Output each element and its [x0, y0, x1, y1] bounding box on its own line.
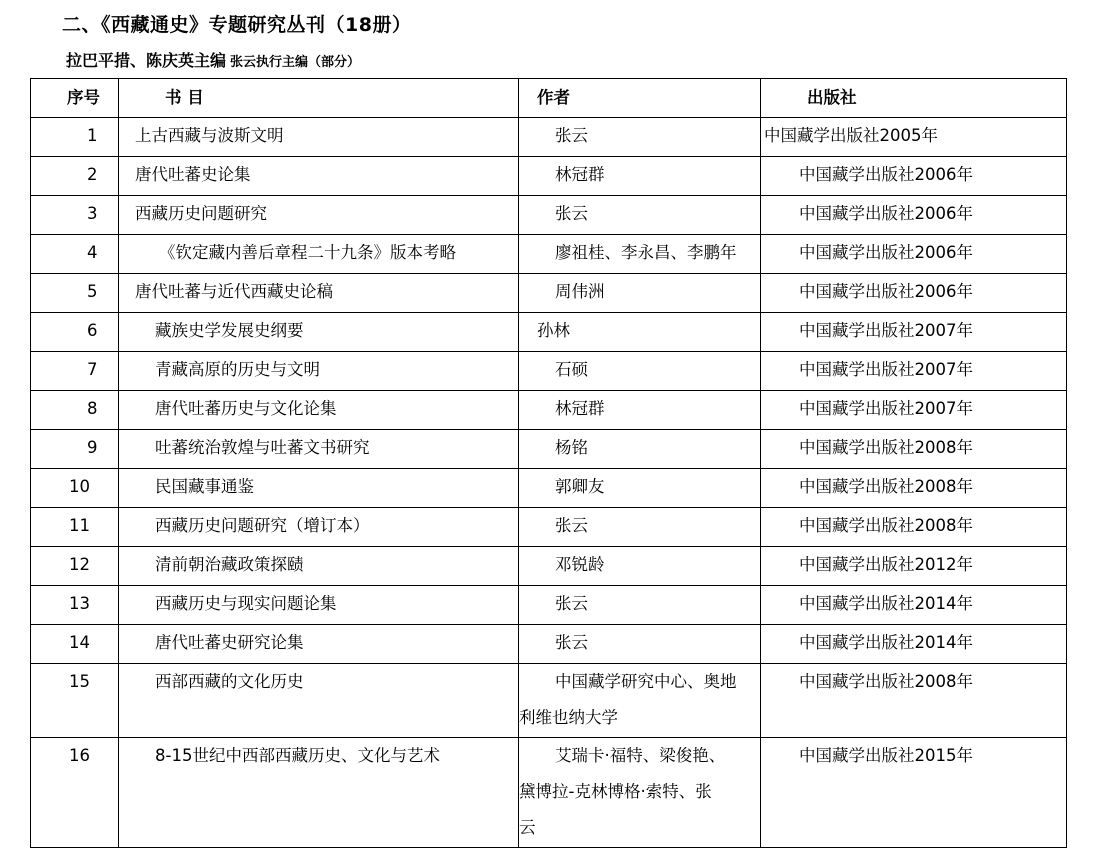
row-author: 杨铭 [519, 430, 761, 469]
row-publisher: 中国藏学出版社2007年 [761, 313, 1067, 352]
row-author: 张云 [519, 196, 761, 235]
row-no: 6 [31, 313, 119, 352]
row-title: 唐代吐蕃史论集 [119, 157, 519, 196]
author-line: 黛博拉-克林博格·索特、张 [519, 782, 712, 801]
author-line: 利维也纳大学 [519, 708, 618, 727]
row-title: 唐代吐蕃历史与文化论集 [119, 391, 519, 430]
row-no: 2 [31, 157, 119, 196]
table-row [31, 313, 1067, 352]
row-title: 西藏历史与现实问题论集 [119, 586, 519, 625]
row-author: 张云 [519, 118, 761, 157]
row-no: 4 [31, 235, 119, 274]
table-row [31, 547, 1067, 586]
table-row [31, 625, 1067, 664]
table-row [31, 508, 1067, 547]
section-title: 二、《西藏通史》专题研究丛刊（18册） [62, 14, 412, 36]
table-row [31, 391, 1067, 430]
row-no: 13 [31, 586, 119, 625]
row-no: 10 [31, 469, 119, 508]
table-row [31, 352, 1067, 391]
row-no: 16 [31, 738, 119, 848]
row-title: 民国藏事通鉴 [119, 469, 519, 508]
author-line: 云 [519, 818, 536, 837]
row-no: 12 [31, 547, 119, 586]
row-no: 7 [31, 352, 119, 391]
table-row [31, 469, 1067, 508]
row-publisher: 中国藏学出版社2006年 [761, 157, 1067, 196]
row-publisher: 中国藏学出版社2015年 [761, 738, 1067, 848]
row-title: 8-15世纪中西部西藏历史、文化与艺术 [119, 738, 519, 848]
row-publisher: 中国藏学出版社2007年 [761, 352, 1067, 391]
row-author: 林冠群 [519, 157, 761, 196]
author-line: 艾瑞卡·福特、梁俊艳、 [555, 746, 726, 765]
row-publisher: 中国藏学出版社2006年 [761, 196, 1067, 235]
row-no: 3 [31, 196, 119, 235]
row-publisher: 中国藏学出版社2008年 [761, 469, 1067, 508]
row-publisher: 中国藏学出版社2006年 [761, 235, 1067, 274]
header-author: 作者 [519, 79, 761, 118]
row-author: 石硕 [519, 352, 761, 391]
row-title: 西藏历史问题研究 [119, 196, 519, 235]
row-author: 周伟洲 [519, 274, 761, 313]
table-row [31, 738, 1067, 848]
row-author: 张云 [519, 508, 761, 547]
row-title: 藏族史学发展史纲要 [119, 313, 519, 352]
row-no: 5 [31, 274, 119, 313]
row-no: 14 [31, 625, 119, 664]
row-title: 唐代吐蕃与近代西藏史论稿 [119, 274, 519, 313]
row-no: 1 [31, 118, 119, 157]
header-publisher: 出版社 [761, 79, 1067, 118]
row-author [519, 738, 761, 848]
row-no: 8 [31, 391, 119, 430]
table-row [31, 196, 1067, 235]
row-publisher: 中国藏学出版社2014年 [761, 625, 1067, 664]
row-author: 廖祖桂、李永昌、李鹏年 [519, 235, 761, 274]
table-row [31, 235, 1067, 274]
row-title: 清前朝治藏政策探赜 [119, 547, 519, 586]
row-title: 西藏历史问题研究（增订本） [119, 508, 519, 547]
table-header-row [31, 79, 1067, 118]
table-row [31, 430, 1067, 469]
table-row [31, 664, 1067, 738]
editors-note: 张云执行主编（部分） [230, 55, 361, 70]
row-publisher: 中国藏学出版社2012年 [761, 547, 1067, 586]
row-no: 15 [31, 664, 119, 738]
row-title: 吐蕃统治敦煌与吐蕃文书研究 [119, 430, 519, 469]
row-publisher: 中国藏学出版社2008年 [761, 430, 1067, 469]
header-title: 书 目 [119, 79, 519, 118]
table-row [31, 274, 1067, 313]
row-publisher: 中国藏学出版社2007年 [761, 391, 1067, 430]
row-author: 张云 [519, 625, 761, 664]
row-publisher: 中国藏学出版社2006年 [761, 274, 1067, 313]
table-row [31, 118, 1067, 157]
header-no: 序号 [31, 79, 119, 118]
row-author: 孙林 [519, 313, 761, 352]
row-title: 青藏高原的历史与文明 [119, 352, 519, 391]
row-author: 林冠群 [519, 391, 761, 430]
row-title: 《钦定藏内善后章程二十九条》版本考略 [119, 235, 519, 274]
row-publisher: 中国藏学出版社2014年 [761, 586, 1067, 625]
row-publisher: 中国藏学出版社2008年 [761, 664, 1067, 738]
row-title: 西部西藏的文化历史 [119, 664, 519, 738]
row-author: 郭卿友 [519, 469, 761, 508]
table-row [31, 157, 1067, 196]
book-table [30, 78, 1067, 848]
row-title: 唐代吐蕃史研究论集 [119, 625, 519, 664]
editors: 拉巴平措、陈庆英主编 [66, 51, 227, 70]
editors-line [66, 48, 360, 71]
row-publisher: 中国藏学出版社2005年 [761, 118, 1067, 157]
row-author [519, 664, 761, 738]
row-no: 11 [31, 508, 119, 547]
row-title: 上古西藏与波斯文明 [119, 118, 519, 157]
author-line: 中国藏学研究中心、奥地 [555, 672, 737, 691]
row-author: 张云 [519, 586, 761, 625]
row-no: 9 [31, 430, 119, 469]
table-row [31, 586, 1067, 625]
row-publisher: 中国藏学出版社2008年 [761, 508, 1067, 547]
row-author: 邓锐龄 [519, 547, 761, 586]
